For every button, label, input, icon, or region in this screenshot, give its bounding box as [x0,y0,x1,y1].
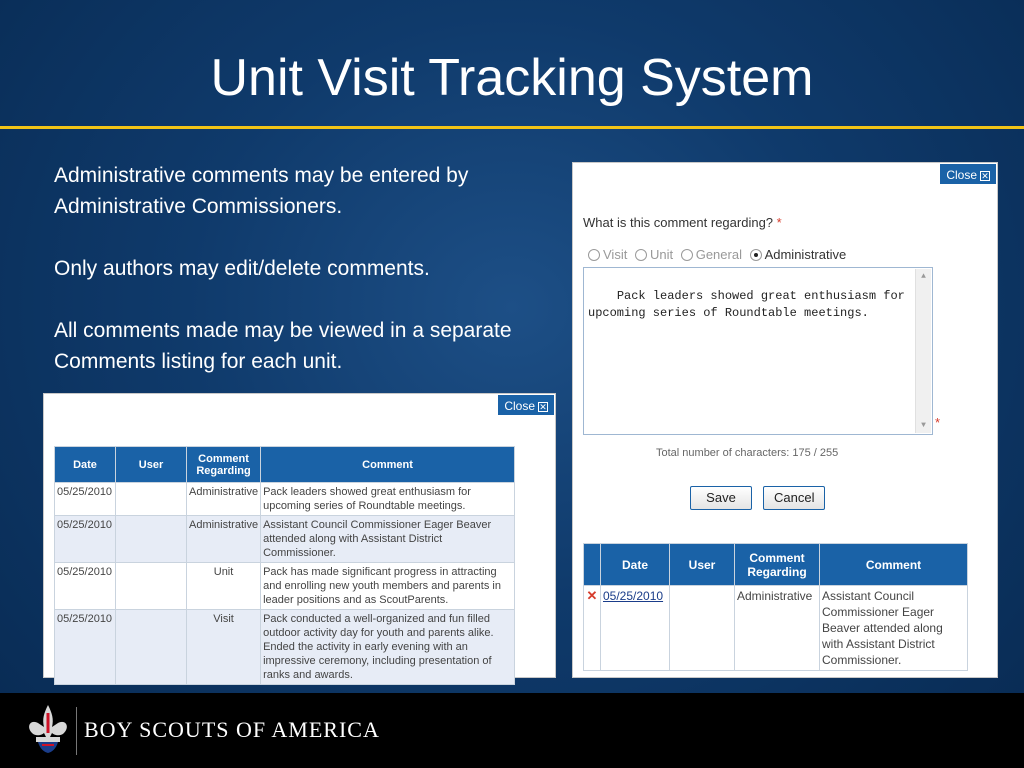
column-header-date[interactable]: Date [55,447,116,483]
regarding-radio-group [588,247,850,264]
radio-general[interactable] [681,247,742,262]
table-row[interactable] [55,483,515,516]
radio-label: Administrative [764,247,847,262]
scroll-down-icon[interactable]: ▼ [921,421,926,430]
comments-table [583,543,968,671]
column-header-comment[interactable]: Comment [820,544,968,586]
column-header-regarding[interactable]: Comment Regarding [735,544,820,586]
radio-label: Unit [649,247,674,262]
cell-regarding: Unit [187,563,261,610]
delete-cell [584,586,601,671]
radio-visit[interactable] [588,247,627,262]
character-count: Total number of characters: 175 / 255 [656,447,839,459]
column-header-user[interactable]: User [670,544,735,586]
cell-user [116,516,187,563]
date-link[interactable]: 05/25/2010 [603,589,664,603]
cell-date: 05/25/2010 [55,563,116,610]
question-text: What is this comment regarding? [583,215,774,230]
delete-icon[interactable]: ✕ [586,588,598,603]
close-icon: ✕ [539,401,547,412]
footer-divider [76,707,77,755]
cell-regarding: Visit [187,610,261,685]
column-header-comment[interactable]: Comment [261,447,515,483]
radio-icon[interactable] [681,249,693,261]
column-header-user[interactable]: User [116,447,187,483]
radio-administrative[interactable] [750,247,847,262]
radio-icon[interactable] [588,249,600,261]
required-asterisk: * [776,215,782,230]
comment-regarding-label [583,215,782,230]
comments-table [54,446,515,685]
close-button[interactable] [497,394,555,416]
column-header-regarding[interactable]: Comment Regarding [187,447,261,483]
cell-user [116,563,187,610]
cell-regarding: Administrative [187,516,261,563]
bullet-authors: Only authors may edit/delete comments. [54,257,430,280]
cell-comment: Pack leaders showed great enthusiasm for upcoming series of Roundtable meetings. [261,483,515,516]
bullet-admin-comments: Administrative comments may be entered by Administrative Commissioners. [54,164,469,218]
table-row[interactable] [55,610,515,685]
cell-date: 05/25/2010 [55,516,116,563]
close-button[interactable] [939,163,997,185]
radio-label: Visit [603,247,628,262]
org-name: BOY SCOUTS OF AMERICA [84,717,380,742]
cell-user [670,586,735,671]
bullet-comments-listing: All comments made may be viewed in a separate Comments listing for each unit. [54,319,512,373]
fleur-de-lis-icon [24,703,72,755]
comment-text: Pack leaders showed great enthusiasm for upcoming series of Roundtable meetings. [588,289,913,320]
radio-label: General [695,247,742,262]
cell-comment: Pack conducted a well-organized and fun filled outdoor activity day for youth and parents alike. Ended the activity in early evening with an impressive ceremony, including presentation of ranks and awards. [261,610,515,685]
close-label: Close [504,399,535,413]
cell-date [601,586,670,671]
textarea-scrollbar[interactable] [915,269,931,433]
add-comment-dialog [572,162,998,678]
column-header-date[interactable]: Date [601,544,670,586]
cell-user [116,483,187,516]
cell-regarding: Administrative [735,586,820,671]
cell-comment: Pack has made significant progress in attracting and enrolling new youth members and parents in leader positions and as ScoutParents. [261,563,515,610]
comment-textarea[interactable] [583,267,933,435]
scroll-up-icon[interactable]: ▲ [921,272,926,281]
footer-bar [0,693,1024,768]
table-row[interactable] [55,516,515,563]
comments-listing-panel [43,393,556,681]
title-divider [0,126,1024,129]
table-row[interactable] [55,563,515,610]
cell-regarding: Administrative [187,483,261,516]
required-asterisk: * [935,415,941,430]
slide-text [54,160,534,377]
cell-date: 05/25/2010 [55,483,116,516]
radio-unit[interactable] [635,247,673,262]
radio-icon[interactable] [635,249,647,261]
radio-checked-icon[interactable] [750,249,762,261]
cell-user [116,610,187,685]
save-button[interactable]: Save [690,486,752,510]
cell-comment: Assistant Council Commissioner Eager Beaver attended along with Assistant District Commissioner. [820,586,968,671]
close-label: Close [946,168,977,182]
cancel-button[interactable]: Cancel [763,486,825,510]
cell-date: 05/25/2010 [55,610,116,685]
close-icon: ✕ [981,170,989,181]
column-header-actions [584,544,601,586]
slide-title: Unit Visit Tracking System [210,49,814,107]
table-row[interactable] [584,586,968,671]
cell-comment: Assistant Council Commissioner Eager Beaver attended along with Assistant District Commissioner. [261,516,515,563]
